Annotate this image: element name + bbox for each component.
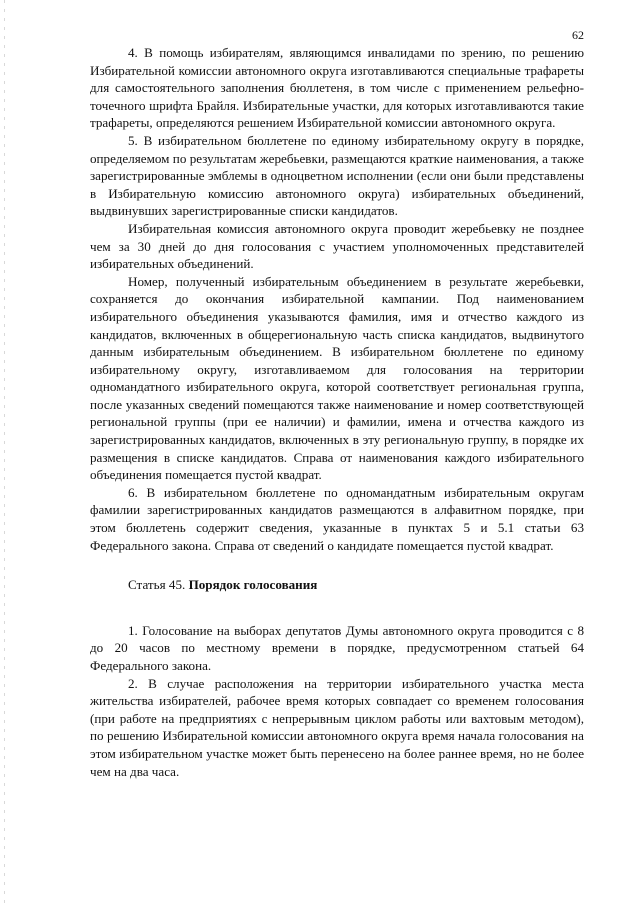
document-body bbox=[90, 44, 584, 780]
paragraph-5-draw: Избирательная комиссия автономного округа проводит жеребьевку не позднее чем за 30 дней до дня голосования с участием уполномоченных представителей избирательных объединений. bbox=[90, 220, 584, 272]
article-title: Порядок голосования bbox=[188, 577, 318, 593]
paragraph-5: 5. В избирательном бюллетене по единому избирательному округу в порядке, определяемом по результатам жеребьевки, размещаются краткие наименования, а также зарегистрированные эмблемы в одноцветном исполнении (если они были представлены в Избирательную комиссию автономного округа) избирательных объединений, выдвинувших зарегистрированные списки кандидатов. bbox=[90, 132, 584, 219]
paragraph-6: 6. В избирательном бюллетене по одномандатным избирательным округам фамилии зарегистрированных кандидатов размещаются в алфавитном порядке, при этом бюллетень содержит сведения, указанные в пунктах 5 и 5.1 статьи 63 Федерального закона. Справа от сведений о кандидате помещается пустой квадрат. bbox=[90, 484, 584, 553]
scan-edge-mark bbox=[4, 0, 5, 905]
page-number: 62 bbox=[572, 28, 584, 42]
paragraph-4: 4. В помощь избирателям, являющимся инвалидами по зрению, по решению Избирательной комиссии автономного округа изготавливаются специальные трафареты для самостоятельного заполнения бюллетеня, в том числе с применением рельефно-точечного шрифта Брайля. Избирательные участки, для которых изготавливаются такие трафареты, определяются решением Избирательной комиссии автономного округа. bbox=[90, 45, 584, 131]
paragraph-5-number: Номер, полученный избирательным объединением в результате жеребьевки, сохраняется до окончания избирательной кампании. Под наименованием избирательного объединения указываются фамилия, имя и отчество каждого из кандидатов, включенных в общерегиональную часть списка кандидатов, выдвинутого данным избирательным объединением. В избирательном бюллетене по единому избирательному округу, изготавливаемом для голосования на территории одномандатного избирательного округа, которой соответствует региональная группа, после указанных сведений помещаются также наименование и номер соответствующей региональной группы (при ее наличии) и фамилии, имена и отчества каждого из зарегистрированных кандидатов, включенных в эту региональную группу, в порядке их размещения в списке кандидатов. Справа от наименования каждого избирательного объединения помещается пустой квадрат. bbox=[90, 273, 584, 483]
article-paragraph-1: 1. Голосование на выборах депутатов Думы автономного округа проводится с 8 до 20 часов по местному времени в порядке, предусмотренном статьей 64 Федерального закона. bbox=[90, 622, 584, 673]
article-paragraph-2: 2. В случае расположения на территории избирательного участка места жительства избирателей, рабочее время которых совпадает со временем голосования (при работе на предприятиях с непрерывным циклом работы или вахтовым методом), по решению Избирательной комиссии автономного округа время начала голосования на этом избирательном участке может быть перенесено на более раннее время, но не более чем на два часа. bbox=[90, 675, 584, 779]
article-number: Статья 45. bbox=[128, 577, 186, 593]
article-heading bbox=[90, 576, 584, 594]
